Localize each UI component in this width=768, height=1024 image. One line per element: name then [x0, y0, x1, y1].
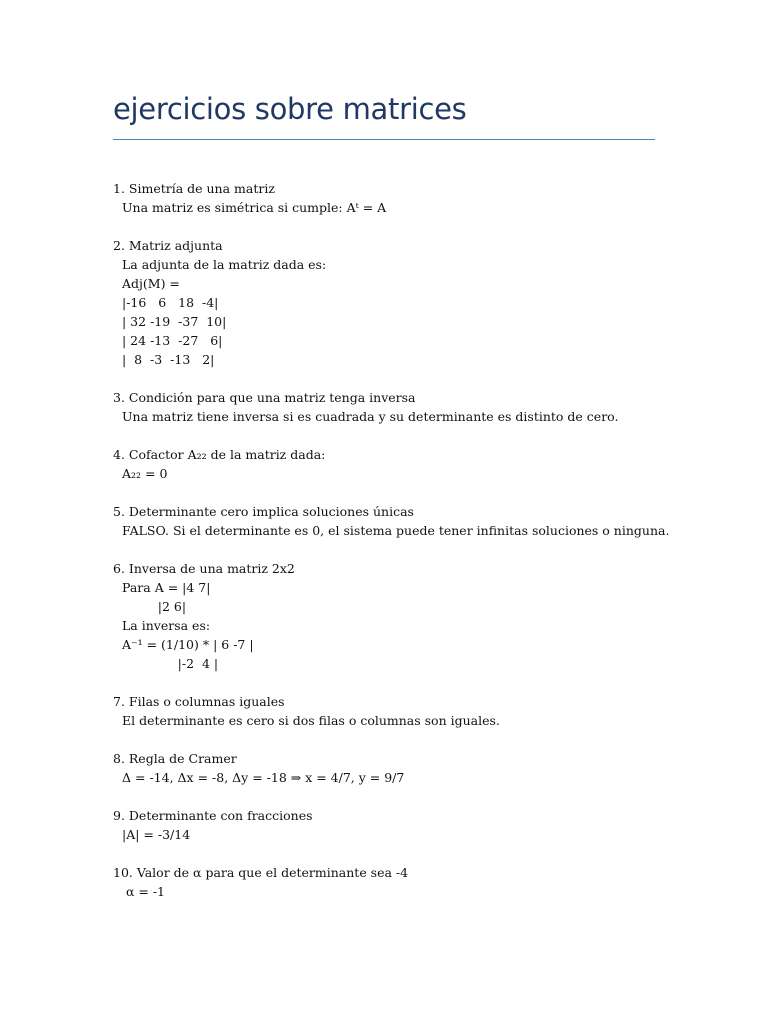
exercise-answer-line: La inversa es:: [122, 618, 211, 633]
exercise-answer-line: Para A = |4 7|: [122, 580, 211, 595]
exercise-heading: 4. Cofactor A₂₂ de la matriz dada:: [113, 447, 326, 462]
exercise-3: [113, 388, 673, 426]
exercise-4: [113, 445, 673, 483]
exercise-answer-line: |A| = -3/14: [122, 827, 191, 842]
exercise-heading: 10. Valor de α para que el determinante sea -4: [113, 865, 409, 880]
exercise-1: [113, 179, 673, 217]
exercise-heading: 1. Simetría de una matriz: [113, 181, 275, 196]
exercise-answer-line: A₂₂ = 0: [122, 466, 168, 481]
exercise-answer-line: Δ = -14, Δx = -8, Δy = -18 ⇒ x = 4/7, y = 9/7: [122, 770, 405, 785]
exercise-6: [113, 559, 673, 673]
exercise-answer-line: FALSO. Si el determinante es 0, el sistema puede tener infinitas soluciones o ninguna.: [122, 523, 670, 538]
exercise-10: [113, 863, 673, 901]
exercise-answer-line: α = -1: [122, 884, 166, 899]
exercise-5: [113, 502, 673, 540]
document-body: [113, 179, 673, 920]
exercise-heading: 5. Determinante cero implica soluciones únicas: [113, 504, 414, 519]
exercise-answer-line: La adjunta de la matriz dada es:: [122, 257, 327, 272]
matrix-row: | 32 -19 -37 10|: [122, 314, 227, 329]
title-underline-rule: [113, 139, 655, 140]
exercise-heading: 2. Matriz adjunta: [113, 238, 223, 253]
exercise-heading: 8. Regla de Cramer: [113, 751, 237, 766]
matrix-row: | 24 -13 -27 6|: [122, 333, 223, 348]
matrix-row: |-2 4 |: [122, 656, 219, 671]
exercise-8: [113, 749, 673, 787]
exercise-answer-line: Adj(M) =: [122, 276, 180, 291]
exercise-heading: 7. Filas o columnas iguales: [113, 694, 285, 709]
matrix-row: |-16 6 18 -4|: [122, 295, 219, 310]
exercise-answer-line: El determinante es cero si dos filas o columnas son iguales.: [122, 713, 500, 728]
exercise-heading: 6. Inversa de una matriz 2x2: [113, 561, 295, 576]
exercise-9: [113, 806, 673, 844]
exercise-heading: 3. Condición para que una matriz tenga inversa: [113, 390, 416, 405]
exercise-answer-line: Una matriz es simétrica si cumple: Aᵗ = A: [122, 200, 387, 215]
matrix-row: | 8 -3 -13 2|: [122, 352, 215, 367]
exercise-2: [113, 236, 673, 369]
document-title: ejercicios sobre matrices: [113, 92, 467, 126]
exercise-heading: 9. Determinante con fracciones: [113, 808, 313, 823]
exercise-7: [113, 692, 673, 730]
exercise-answer-line: A⁻¹ = (1/10) * | 6 -7 |: [122, 637, 254, 652]
matrix-row: |2 6|: [122, 599, 187, 614]
exercise-answer-line: Una matriz tiene inversa si es cuadrada y su determinante es distinto de cero.: [122, 409, 619, 424]
